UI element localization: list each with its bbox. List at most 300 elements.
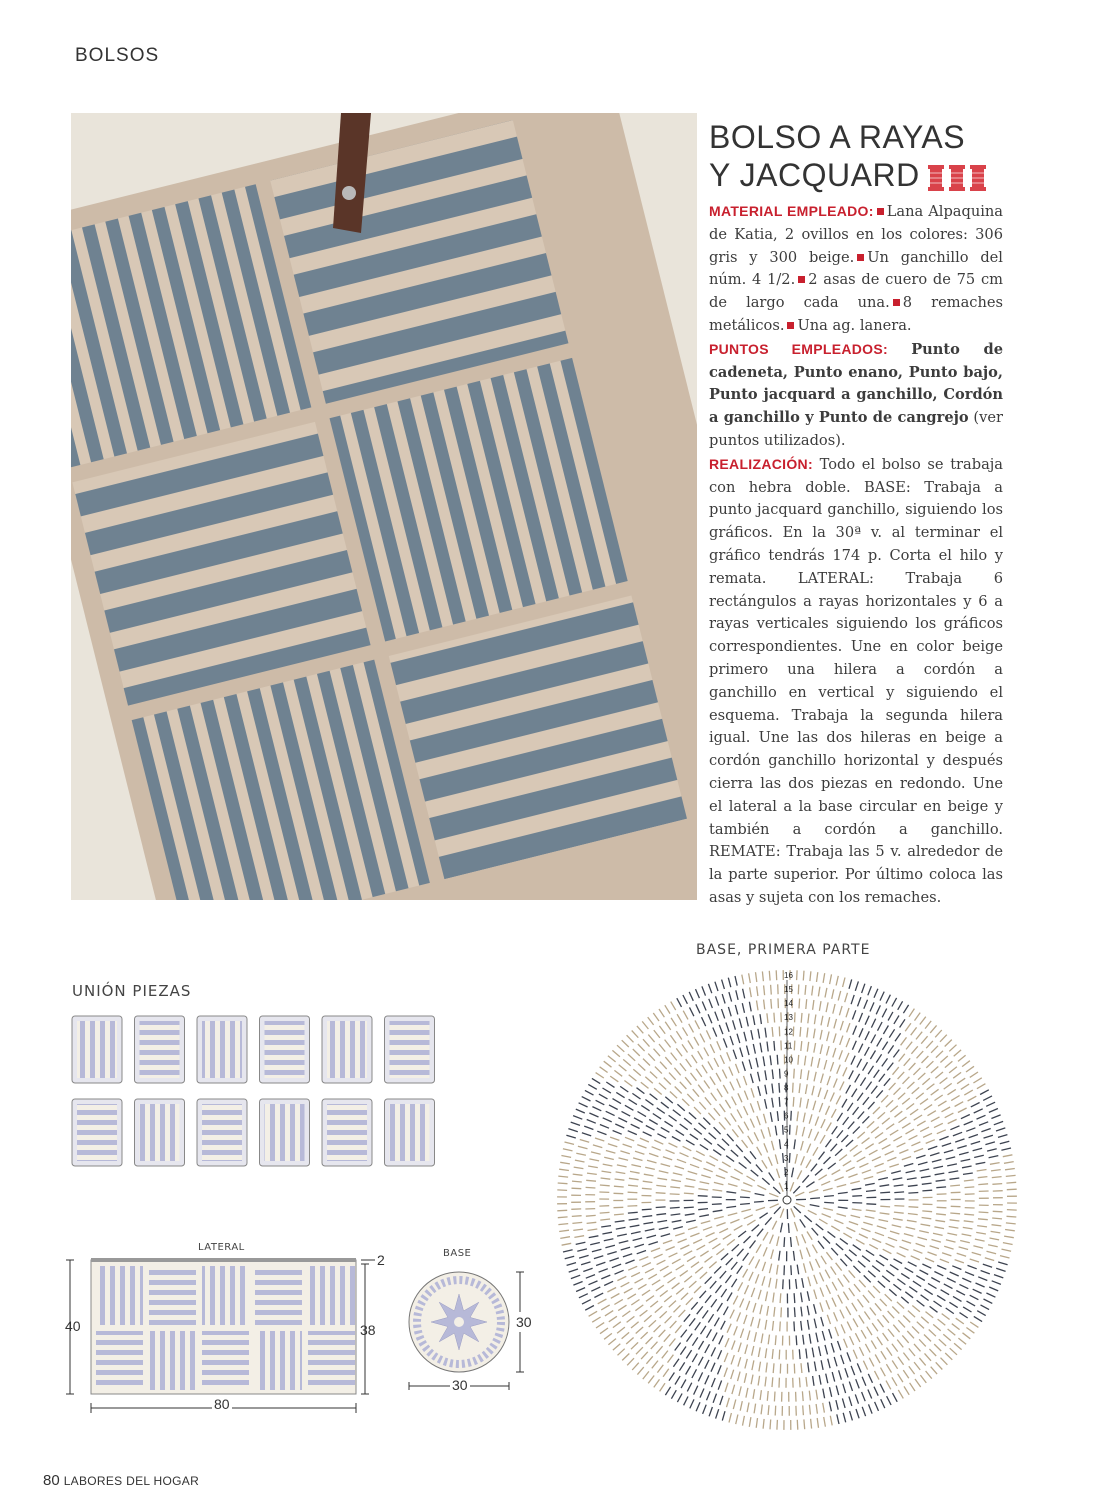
chart-stitch [738,1372,741,1382]
chart-stitch [946,1240,956,1242]
chart-stitch [663,1369,669,1377]
chart-stitch [942,1143,951,1146]
chart-stitch [680,1124,688,1130]
chart-stitch [777,1169,780,1178]
chart-stitch [793,1251,794,1261]
chart-stitch [605,1245,615,1248]
chart-stitch [755,1259,759,1268]
chart-stitch [777,1236,779,1246]
chart-stitch [683,1011,688,1020]
base-diameter-h-label: 30 [452,1377,468,1393]
chart-stitch [794,1069,795,1079]
chart-stitch [666,1247,675,1251]
chart-stitch [909,1009,914,1017]
chart-stitch [921,1224,931,1226]
chart-stitch [740,1299,744,1308]
chart-stitch [818,1088,821,1097]
chart-stitch [859,1347,863,1356]
chart-stitch [1006,1182,1016,1183]
chart-stitch [945,1113,954,1118]
chart-stitch [801,1013,802,1023]
chart-stitch [592,1107,601,1111]
material-item: Lana Alpaquina de Katia, 2 ovillos en los colores: 306 gris y 300 beige. [709,203,1003,266]
chart-stitch [918,1237,928,1240]
lateral-diagram [66,1260,375,1413]
chart-stitch [816,1390,818,1400]
chart-stitch [716,1409,719,1418]
chart-stitch [877,1226,887,1229]
chart-stitch [764,1143,768,1152]
chart-stitch [565,1256,575,1259]
chart-stitch [928,1283,937,1288]
chart-stitch [648,1274,657,1279]
chart-stitch [804,1419,805,1429]
chart-stitch [788,1223,789,1233]
chart-stitch [599,1094,608,1099]
chart-stitch [748,1136,753,1144]
chart-stitch [887,1063,893,1071]
chart-stitch [646,1356,652,1364]
chart-stitch [989,1156,999,1158]
chart-stitch [963,1227,973,1229]
chart-stitch [820,1272,824,1281]
chart-stitch [919,1358,925,1366]
chart-stitch [729,1413,731,1423]
chart-stitch [701,1175,710,1178]
chart-round-number: 7 [784,1097,789,1107]
chart-stitch [853,1266,860,1273]
chart-stitch [992,1177,1002,1178]
lateral-piece [308,1266,355,1325]
chart-stitch [979,1212,989,1213]
chart-stitch [912,1326,919,1333]
chart-stitch [906,1171,916,1173]
chart-stitch [754,1132,758,1141]
chart-stitch [935,1173,945,1175]
chart-stitch [815,1117,818,1126]
chart-stitch [789,1153,790,1163]
chart-stitch [922,1190,932,1191]
union-piece [322,1099,372,1166]
chart-stitch [740,1197,750,1198]
chart-stitch [948,1119,957,1123]
chart-stitch [676,1130,684,1135]
chart-stitch [977,1226,987,1227]
chart-stitch [894,1212,904,1213]
chart-round-number: 2 [784,1167,789,1177]
chart-stitch [990,1163,1000,1165]
chart-stitch [711,1363,715,1372]
chart-stitch [603,1088,611,1093]
chart-stitch [943,1334,951,1340]
chart-stitch [849,1222,858,1225]
chart-stitch [926,1371,932,1379]
chart-stitch [808,1320,810,1330]
chart-stitch [622,1111,631,1116]
chart-stitch [689,1113,696,1120]
chart-stitch [852,1041,856,1050]
chart-stitch [988,1245,998,1247]
chart-stitch [665,1057,671,1065]
chart-stitch [659,1227,669,1229]
chart-stitch [803,1113,805,1123]
chart-stitch [824,1060,827,1070]
chart-stitch [848,1174,857,1177]
chart-stitch [819,1103,822,1112]
chart-stitch [834,1312,838,1321]
chart-stitch [853,1350,857,1359]
chart-stitch [689,1024,694,1033]
chart-stitch [868,986,872,995]
chart-stitch [741,1190,751,1192]
chart-stitch [694,1128,702,1134]
chart-stitch [715,982,718,991]
chart-stitch [728,978,731,988]
chart-stitch [745,1345,748,1354]
chart-stitch [628,1212,638,1213]
chart-stitch [708,1061,713,1070]
chart-stitch [800,1250,803,1260]
chart-stitch [731,1176,740,1180]
chart-stitch [664,1334,671,1342]
chart-stitch [862,1392,866,1401]
chart-stitch [585,1090,594,1095]
chart-stitch [922,1078,930,1084]
chart-stitch [987,1251,997,1254]
chart-stitch [842,1398,845,1408]
chart-stitch [616,1172,626,1174]
chart-stitch [617,1276,626,1280]
chart-stitch [881,1351,886,1359]
chart-stitch [870,1051,875,1060]
union-piece [135,1099,185,1166]
chart-stitch [827,1046,830,1055]
chart-stitch [604,1333,612,1339]
union-piece-stripes [265,1021,305,1078]
chart-stitch [909,1207,919,1208]
chart-stitch [966,1328,974,1334]
chart-stitch [689,992,693,1001]
chart-stitch [692,1337,697,1345]
chart-stitch [833,1048,836,1057]
chart-stitch [631,1300,639,1306]
chart-stitch [936,1187,946,1188]
chart-stitch [850,1181,860,1183]
chart-stitch [606,1151,616,1154]
chart-stitch [750,1119,754,1128]
chart-stitch [998,1135,1007,1138]
chart-stitch [717,1303,722,1311]
chart-stitch [758,1072,760,1082]
chart-stitch [858,1299,864,1307]
material-item: 2 asas de cuero de 75 cm de largo cada una. [709,271,1003,312]
chart-stitch [894,1016,899,1024]
chart-stitch [596,1262,605,1265]
chart-stitch [886,1243,895,1247]
chart-stitch [855,981,858,990]
chart-stitch [772,1084,773,1094]
chart-stitch [737,1034,740,1043]
chart-stitch [729,1067,733,1076]
chart-round-number: 6 [784,1111,789,1121]
chart-stitch [847,1023,850,1032]
chart-stitch [804,1215,811,1222]
chart-stitch [620,1086,628,1092]
chart-stitch [669,1115,677,1121]
chart-stitch [797,1420,798,1430]
chart-stitch [772,1377,773,1387]
chart-stitch [810,1205,820,1207]
chart-stitch [897,1279,905,1285]
chart-stitch [657,1134,666,1139]
chart-stitch [811,1057,813,1067]
chart-stitch [783,1153,784,1163]
chart-stitch [840,1310,844,1319]
chart-stitch [714,1108,720,1116]
chart-stitch [901,1297,909,1303]
chart-stitch [607,1288,616,1293]
chart-stitch [680,1153,689,1157]
chart-stitch [675,1233,684,1236]
chart-stitch [940,1078,948,1084]
chart-stitch [967,1301,976,1306]
chart-stitch [644,1174,654,1176]
chart-stitch [643,1181,653,1182]
chart-stitch [871,1127,879,1133]
chart-stitch [926,1041,933,1048]
chart-stitch [602,1232,612,1234]
chart-stitch [600,1125,609,1129]
chart-stitch [578,1146,588,1149]
chart-stitch [558,1176,568,1177]
chart-stitch [677,1104,684,1111]
chart-stitch [645,1077,653,1084]
chart-stitch [1000,1141,1010,1144]
chart-round-number: 9 [784,1069,789,1079]
chart-stitch [586,1275,595,1279]
union-piece [322,1016,372,1083]
chart-stitch [829,1402,831,1412]
chart-stitch [724,1368,727,1377]
chart-stitch [692,1055,697,1063]
chart-stitch [622,1332,630,1338]
chart-stitch [687,1383,692,1392]
chart-stitch [868,1374,872,1383]
chart-stitch [803,1335,804,1345]
article-body [709,200,1003,910]
chart-stitch [721,1253,728,1260]
chart-stitch [633,1238,643,1241]
chart-stitch [779,1350,780,1360]
chart-stitch [684,1314,690,1322]
chart-stitch [906,1129,915,1134]
chart-stitch [673,1227,683,1230]
chart-stitch [753,1044,755,1054]
chart-stitch [792,1168,794,1178]
chart-stitch [672,1283,680,1289]
chart-stitch [902,1335,908,1343]
chart-stitch [619,1065,627,1071]
chart-stitch [697,1306,703,1314]
chart-stitch [937,1265,946,1269]
chart-stitch [830,1416,832,1426]
chart-stitch [610,1076,618,1082]
chart-stitch [624,1081,632,1087]
chart-stitch [921,1295,929,1301]
chart-stitch [960,1241,970,1243]
chart-stitch [709,1407,712,1416]
union-piece [385,1016,435,1083]
chart-stitch [809,1334,811,1344]
chart-stitch [799,999,800,1009]
chart-stitch [764,985,765,995]
chart-stitch [854,1284,860,1292]
chart-stitch [690,1164,699,1167]
chart-stitch [584,1126,593,1129]
chart-stitch [856,1409,859,1418]
chart-stitch [777,1055,778,1065]
chart-stitch [750,1151,756,1159]
chart-stitch [926,1061,933,1068]
chart-stitch [749,1060,752,1070]
chart-stitch [685,1186,695,1187]
chart-stitch [839,1050,842,1059]
chart-round-number: 16 [784,971,793,980]
chart-stitch [892,1361,897,1369]
chart-stitch [606,1111,615,1115]
chart-stitch [657,1260,666,1264]
chart-stitch [676,1048,682,1056]
chart-stitch [696,989,700,998]
chart-stitch [654,1140,663,1144]
chart-stitch [794,1307,795,1317]
chart-stitch [955,1260,964,1263]
chart-stitch [741,1209,751,1212]
chart-stitch [897,1302,904,1309]
chart-stitch [807,1042,808,1052]
chart-stitch [665,1022,671,1030]
chart-stitch [769,1193,778,1197]
chart-stitch [908,1311,915,1318]
chart-stitch [764,1114,767,1124]
chart-stitch [860,1078,865,1086]
chart-stitch [612,1264,621,1268]
chart-stitch [902,1240,911,1243]
chart-stitch [871,1035,876,1044]
chart-stitch [867,1327,872,1335]
puntos-note: (ver puntos utilizados). [709,409,1003,449]
chart-stitch [591,1152,601,1154]
chart-stitch [990,1238,1000,1240]
chart-stitch [588,1084,597,1089]
chart-stitch [752,1225,759,1232]
chart-stitch [609,1316,617,1322]
chart-stitch [765,1085,767,1095]
chart-stitch [734,1225,743,1230]
chart-stitch [821,1016,823,1026]
chart-stitch [831,1144,838,1151]
chart-stitch [770,1235,774,1244]
chart-stitch [808,1277,811,1287]
chart-stitch [690,1233,699,1237]
chart-stitch [742,1003,744,1013]
chart-stitch [936,1180,946,1181]
chart-stitch [802,1278,804,1288]
chart-stitch [950,1178,960,1179]
chart-stitch [594,1293,603,1297]
chart-stitch [756,1244,761,1253]
chart-stitch [719,1229,728,1233]
lateral-label: LATERAL [198,1242,245,1253]
chart-stitch [650,1094,658,1100]
chart-stitch [864,1177,874,1180]
chart-stitch [863,1097,869,1105]
chart-stitch [875,1133,883,1139]
chart-stitch [573,1282,582,1286]
chart-stitch [926,1312,934,1318]
chart-stitch [933,1166,943,1168]
chart-stitch [887,1157,896,1161]
chart-stitch [856,1379,860,1388]
chart-stitch [834,1019,837,1029]
chart-stitch [665,1316,672,1323]
chart-stitch [687,1256,695,1261]
union-piece-stripes [265,1104,305,1161]
chart-stitch [709,1238,718,1243]
chart-stitch [641,1332,648,1339]
chart-stitch [672,1137,681,1142]
chart-stitch [785,1167,786,1177]
chart-stitch [601,1226,611,1227]
chart-stitch [935,1030,942,1037]
chart-stitch [758,1376,760,1386]
chart-stitch [1006,1175,1016,1176]
chart-stitch [628,1054,635,1061]
chart-stitch [903,1077,910,1084]
chart-stitch [562,1243,572,1245]
chart-stitch [930,1246,939,1249]
chart-stitch [705,1295,711,1303]
chart-stitch [707,1329,712,1338]
chart-stitch [996,1128,1005,1131]
chart-stitch [906,1104,914,1110]
chart-stitch [956,1291,965,1296]
chart-stitch [898,1374,903,1382]
chart-stitch [876,1260,884,1266]
chart-stitch [716,1223,725,1226]
chart-stitch [810,1261,813,1270]
union-piece [72,1099,122,1166]
chart-stitch [618,1305,626,1310]
chart-stitch [975,1239,985,1241]
chart-stitch [703,1227,712,1230]
chart-stitch [567,1263,576,1266]
chart-stitch [875,1303,881,1311]
chart-stitch [964,1121,973,1125]
chart-stitch [801,1307,802,1317]
chart-stitch [897,1143,906,1147]
chart-stitch [671,1214,681,1215]
chart-stitch [783,1125,784,1135]
chart-stitch [942,1314,950,1320]
chart-stitch [875,1402,879,1411]
chart-stitch [625,1137,634,1141]
chart-stitch [963,1173,973,1174]
page-footer [43,1472,199,1490]
chart-stitch [889,1029,894,1037]
chart-stitch [727,1239,735,1245]
chart-stitch [863,1295,869,1303]
